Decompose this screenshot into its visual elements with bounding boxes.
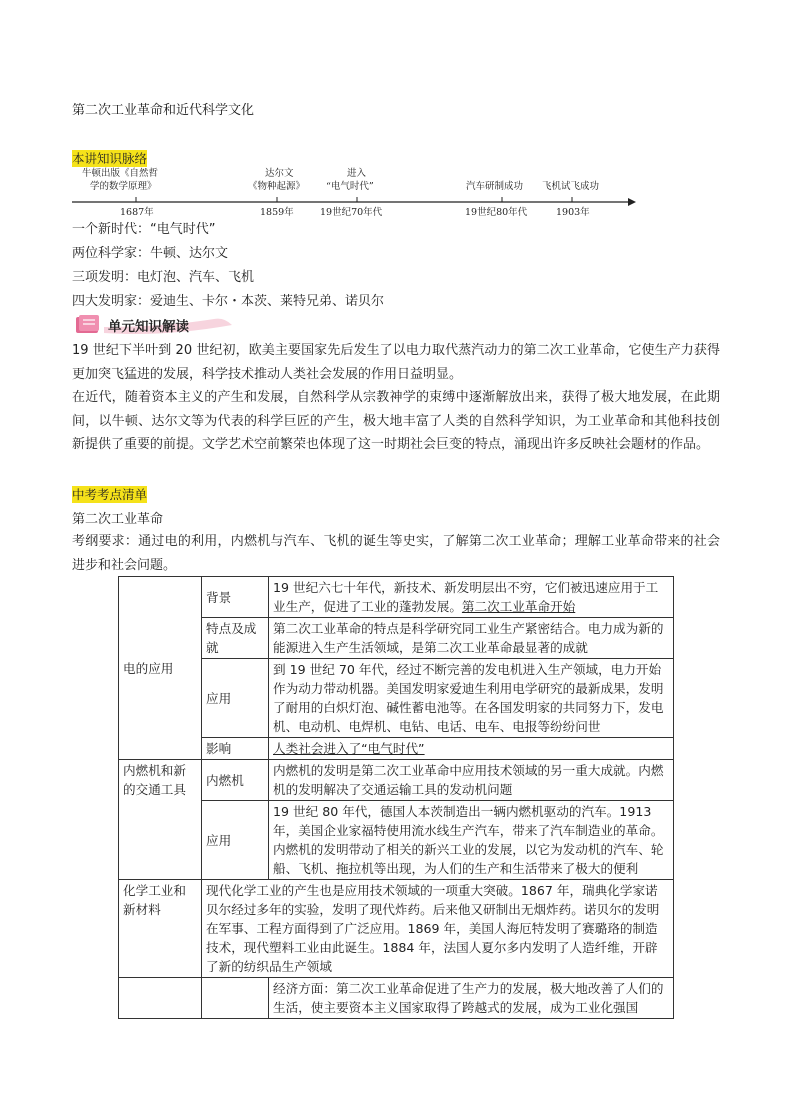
table-row [119,577,674,618]
summary-line: 四大发明家：爱迪生、卡尔・本茨、莱特兄弟、诺贝尔 [72,294,385,309]
sub-label-cell: 内燃机 [202,760,269,801]
section-heading-outline: 本讲知识脉络 [72,151,148,166]
timeline-event: “电气时代” [326,181,374,192]
timeline-event: 进入 [347,168,367,179]
content-cell: 现代化学工业的产生也是应用技术领域的一项重大突破。1867 年，瑞典化学家诺贝尔经过多年的实验，发明了现代炸药。后来他又研制出无烟炸药。诺贝尔的发明在军事、工程方面得到了广泛应用。1869 年，美国人海厄特发明了赛璐珞的制造技术，现代塑料工业由此诞生。1884 年，法国人夏尔多内发明了人造纤维，开辟了新的纺织品生产领域 [202,880,674,978]
table-row [119,618,674,659]
category-cell: 电的应用 [119,577,202,760]
sub-label-cell: 应用 [202,801,269,880]
content-cell: 人类社会进入了“电气时代” [269,738,674,760]
category-cell: 化学工业和新材料 [119,880,202,978]
timeline-event: 学的数学原理》 [90,181,157,192]
paragraph: 在近代，随着资本主义的产生和发展，自然科学从宗教神学的束缚中逐渐解放出来，获得了极大地发展，在此期间，以牛顿、达尔文等为代表的科学巨匠的产生，极大地丰富了人类的自然科学知识，为工业革命和其他科技创新提供了重要的前提。文学艺术空前繁荣也体现了这一时期社会巨变的特点，涌现出许多反映社会题材的作品。 [72,390,720,452]
exam-requirement: 考纲要求：通过电的利用，内燃机与汽车、飞机的诞生等史实，了解第二次工业革命；理解工业革命带来的社会进步和社会问题。 [72,534,720,573]
timeline-event: 达尔文 [265,168,294,179]
content-cell: 19 世纪六七十年代，新技术、新发明层出不穷，它们被迅速应用于工业生产，促进了工业的蓬勃发展。第二次工业革命开始 [269,577,674,618]
summary-line: 一个新时代：“电气时代” [72,222,216,237]
timeline-event: 牛顿出版《自然哲 [82,168,159,179]
timeline [72,166,642,222]
sub-label-cell: 特点及成就 [202,618,269,659]
category-cell [119,978,202,1019]
banner-title: 单元知识解读 [108,319,189,335]
content-cell: 第二次工业革命的特点是科学研究同工业生产紧密结合。电力成为新的能源进入生产生活领域，是第二次工业革命最显著的成就 [269,618,674,659]
timeline-event: 飞机试飞成功 [542,181,600,192]
exam-topic: 第二次工业革命 [72,512,164,527]
timeline-event: 《物种起源》 [248,181,306,192]
timeline-arrow [628,198,636,206]
sub-label-cell: 影响 [202,738,269,760]
timeline-date: 1687年 [120,207,154,218]
section-banner [74,313,234,337]
table-row [119,738,674,760]
sub-label-cell: 应用 [202,659,269,738]
knowledge-table [118,576,674,1019]
summary-line: 三项发明：电灯泡、汽车、飞机 [72,270,255,285]
timeline-event: 汽车研制成功 [466,181,524,192]
section-heading-exam: 中考考点清单 [72,487,148,502]
table-row [119,978,674,1019]
summary-line: 两位科学家：牛顿、达尔文 [72,246,229,261]
table-row [119,760,674,801]
timeline-date: 19世纪70年代 [320,207,383,218]
sub-label-cell [202,978,269,1019]
page-title: 第二次工业革命和近代科学文化 [72,103,255,118]
content-cell: 经济方面：第二次工业革命促进了生产力的发展，极大地改善了人们的生活，使主要资本主义国家取得了跨越式的发展，成为工业化强国 [269,978,674,1019]
category-cell: 内燃机和新的交通工具 [119,760,202,880]
timeline-date: 19世纪80年代 [465,207,528,218]
content-cell: 内燃机的发明是第二次工业革命中应用技术领域的另一重大成就。内燃机的发明解决了交通运输工具的发动机问题 [269,760,674,801]
content-cell: 到 19 世纪 70 年代，经过不断完善的发电机进入生产领域，电力开始作为动力带动机器。美国发明家爱迪生利用电学研究的最新成果，发明了耐用的白炽灯泡、碱性蓄电池等。在各国发明家的共同努力下，发电机、电动机、电焊机、电钻、电话、电车、电报等纷纷问世 [269,659,674,738]
timeline-date: 1903年 [556,207,590,218]
sub-label-cell: 背景 [202,577,269,618]
content-cell: 19 世纪 80 年代，德国人本茨制造出一辆内燃机驱动的汽车。1913 年，美国企业家福特使用流水线生产汽车，带来了汽车制造业的革命。内燃机的发明带动了相关的新兴工业的发展，以它为发动机的汽车、轮船、飞机、拖拉机等出现，为人们的生产和生活带来了极大的便利 [269,801,674,880]
paragraph: 19 世纪下半叶到 20 世纪初，欧美主要国家先后发生了以电力取代蒸汽动力的第二次工业革命，它使生产力获得更加突飞猛进的发展，科学技术推动人类社会发展的作用日益明显。 [72,343,720,382]
table-row [119,801,674,880]
table-row [119,880,674,978]
table-row [119,659,674,738]
timeline-date: 1859年 [260,207,294,218]
